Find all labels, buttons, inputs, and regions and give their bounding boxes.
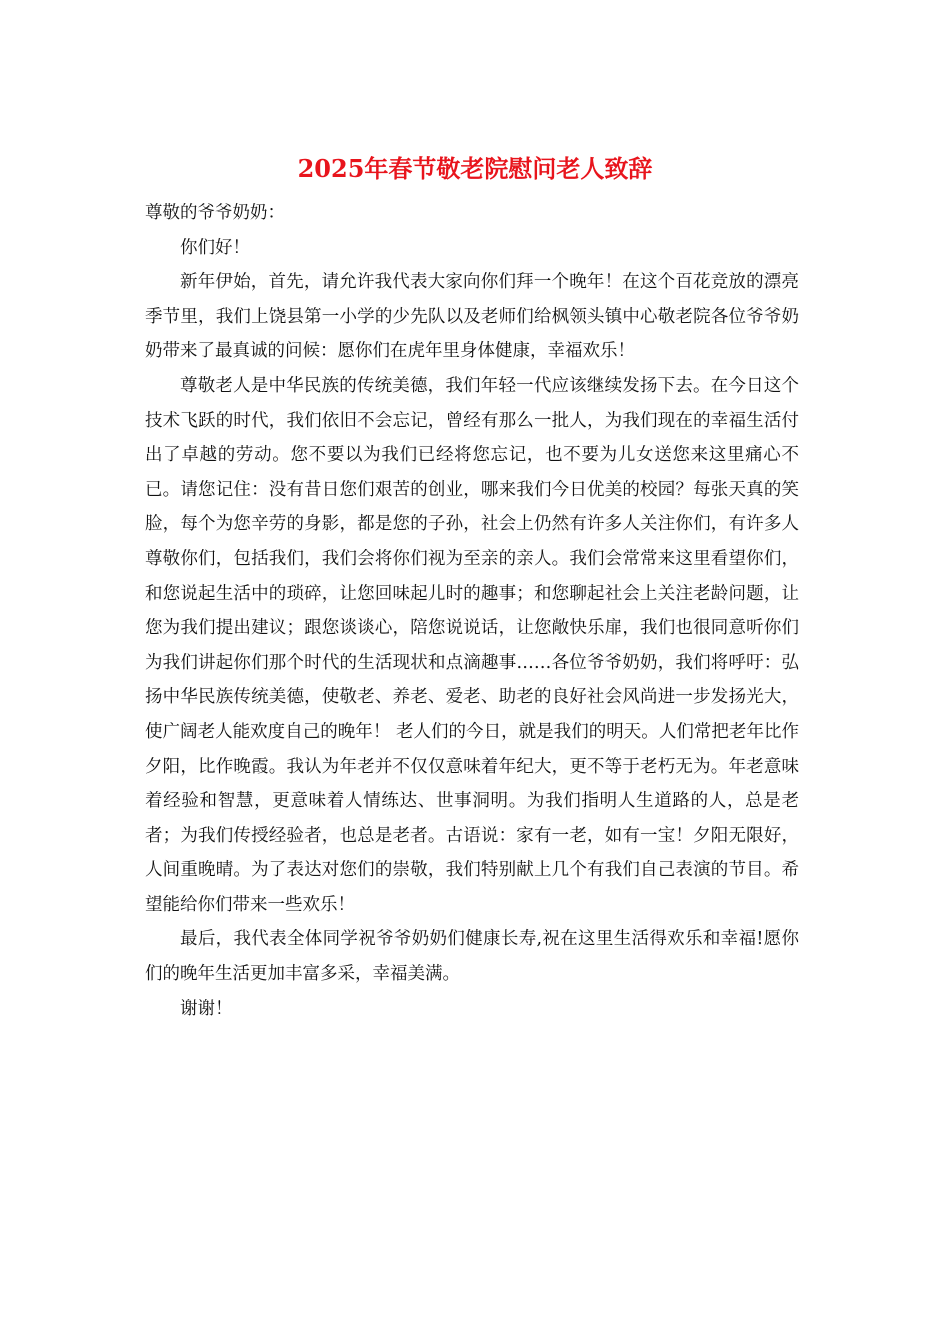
greeting-paragraph: 你们好！ — [180, 237, 250, 258]
main-paragraph: 尊敬老人是中华民族的传统美德，我们年轻一代应该继续发扬下去。在今日这个技术飞跃的时代，我们依旧不会忘记，曾经有那么一批人，为我们现在的幸福生活付出了卓越的劳动。您不要以为我们已经将您忘记，也不要为儿女送您来这里痛心不已。请您记住：没有昔日您们艰苦的创业，哪来我们今日优美的校园？每张天真的笑脸，每个为您辛劳的身影，都是您的子孙，社会上仍然有许多人关注你们，有许多人尊敬你们，包括我们，我们会将你们视为至亲的亲人。我们会常常来这里看望你们，和您说起生活中的琐碎，让您回味起儿时的趣事；和您聊起社会上关注老龄问题，让您为我们提出建议；跟您谈谈心，陪您说说话，让您敞快乐扉，我们也很同意听你们为我们讲起你们那个时代的生活现状和点滴趣事……各位爷爷奶奶，我们将呼吁：弘扬中华民族传统美德，使敬老、养老、爱老、助老的良好社会风尚进一步发扬光大，使广阔老人能欢度自己的晚年！ 老人们的今日，就是我们的明天。人们常把老年比作夕阳，比作晚霞。我认为年老并不仅仅意味着年纪大，更不等于老朽无为。年老意味着经验和智慧，更意味着人情练达、世事洞明。为我们指明人生道路的人，总是老者；为我们传授经验者，也总是老者。古语说：家有一老，如有一宝！夕阳无限好，人间重晚晴。为了表达对您们的崇敬，我们特别献上几个有我们自己表演的节目。希望能给你们带来一些欢乐！ — [145, 375, 799, 915]
salutation: 尊敬的爷爷奶奶： — [145, 203, 285, 223]
thanks-paragraph: 谢谢！ — [180, 998, 233, 1019]
document-body — [145, 196, 799, 1026]
opening-paragraph: 新年伊始，首先，请允许我代表大家向你们拜一个晚年！在这个百花竞放的漂亮季节里，我们上饶县第一小学的少先队以及老师们给枫领头镇中心敬老院各位爷爷奶奶带来了最真诚的问候：愿你们在虎年里身体健康，幸福欢乐！ — [145, 272, 799, 362]
document-title: 2025年春节敬老院慰问老人致辞 — [297, 154, 653, 183]
closing-paragraph: 最后，我代表全体同学祝爷爷奶奶们健康长寿,祝在这里生活得欢乐和幸福!愿你们的晚年生活更加丰富多采，幸福美满。 — [145, 929, 799, 985]
